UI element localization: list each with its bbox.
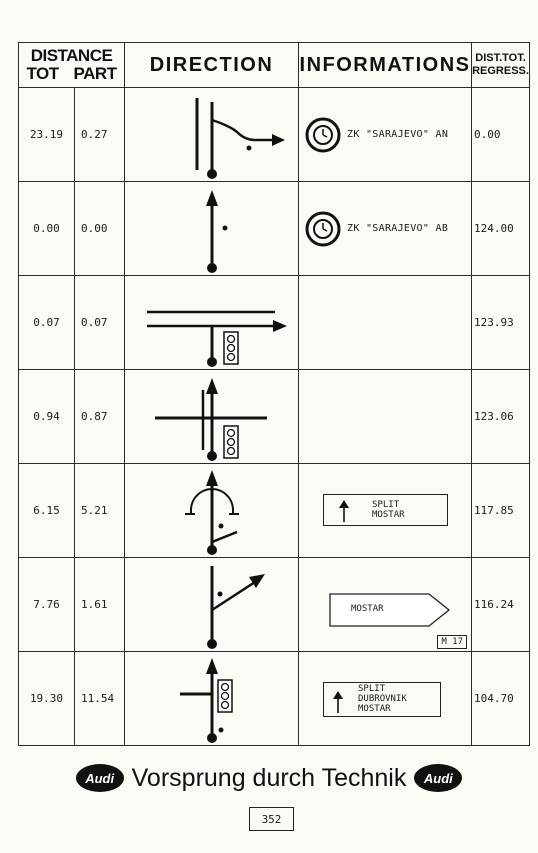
tot-cell: 7.76 — [19, 558, 75, 652]
table-row — [19, 182, 530, 276]
road-sign — [323, 682, 441, 717]
table-row — [19, 558, 530, 652]
table-row — [19, 464, 530, 558]
table-row — [19, 652, 530, 746]
direction-cell — [125, 558, 299, 652]
time-control — [299, 211, 471, 247]
direction-header: DIRECTION — [125, 43, 299, 88]
sign-destination: DUBROVNIK — [358, 694, 407, 704]
tot-label: TOT — [26, 64, 59, 83]
informations-header: INFORMATIONS — [299, 43, 472, 88]
bear-right-diagram — [125, 558, 299, 651]
straight-past-left-junction-diagram — [125, 652, 299, 745]
part-cell: 5.21 — [75, 464, 125, 558]
regress-label-2: REGRESS. — [472, 65, 529, 77]
part-cell: 1.61 — [75, 558, 125, 652]
regress-cell: 123.06 — [472, 370, 530, 464]
audi-logo-left: Audi — [76, 764, 124, 792]
direction-cell — [125, 276, 299, 370]
table-row — [19, 276, 530, 370]
brand-footer — [0, 758, 538, 798]
header-row — [19, 43, 530, 88]
page-number: 352 — [249, 807, 294, 831]
tot-cell: 19.30 — [19, 652, 75, 746]
info-cell — [299, 464, 472, 558]
sign-destination: MOSTAR — [358, 704, 391, 714]
traffic-light-icon — [224, 332, 238, 364]
road-sign — [323, 494, 448, 526]
fork-right-diagram — [125, 88, 299, 181]
info-cell — [299, 276, 472, 370]
tot-cell: 23.19 — [19, 88, 75, 182]
part-cell: 0.87 — [75, 370, 125, 464]
info-cell — [299, 370, 472, 464]
table-row — [19, 370, 530, 464]
part-label: PART — [73, 64, 117, 83]
regress-header — [472, 43, 530, 88]
regress-cell: 104.70 — [472, 652, 530, 746]
clock-control-icon — [305, 117, 341, 153]
part-cell: 0.00 — [75, 182, 125, 276]
direction-cell — [125, 370, 299, 464]
traffic-light-icon — [218, 680, 232, 712]
straight-arrow-diagram — [125, 182, 299, 275]
up-arrow-icon — [338, 500, 350, 522]
direction-cell — [125, 652, 299, 746]
sign-destination: MOSTAR — [351, 604, 384, 614]
regress-cell: 124.00 — [472, 182, 530, 276]
roadbook-table — [18, 42, 530, 746]
regress-label-1: DIST.TOT. — [475, 52, 526, 64]
direction-cell — [125, 88, 299, 182]
distance-header — [19, 43, 125, 88]
info-cell — [299, 182, 472, 276]
direction-sign-shape — [329, 593, 451, 627]
roundabout-straight-diagram — [125, 464, 299, 557]
time-control — [299, 117, 471, 153]
distance-label: DISTANCE — [30, 46, 113, 65]
slogan-text: Vorsprung durch Technik — [131, 763, 407, 792]
road-number-tag: M 17 — [437, 635, 467, 649]
regress-cell: 0.00 — [472, 88, 530, 182]
part-cell: 0.27 — [75, 88, 125, 182]
sign-destination: SPLIT — [372, 500, 400, 510]
regress-cell: 117.85 — [472, 464, 530, 558]
tot-cell: 6.15 — [19, 464, 75, 558]
cross-road-right-diagram — [125, 276, 299, 369]
tot-cell: 0.94 — [19, 370, 75, 464]
audi-logo-right: Audi — [414, 764, 462, 792]
direction-cell — [125, 182, 299, 276]
clock-control-icon — [305, 211, 341, 247]
traffic-light-icon — [224, 426, 238, 458]
regress-cell: 123.93 — [472, 276, 530, 370]
sign-destination: MOSTAR — [372, 510, 405, 520]
table-row — [19, 88, 530, 182]
tot-cell: 0.07 — [19, 276, 75, 370]
tot-cell: 0.00 — [19, 182, 75, 276]
part-cell: 0.07 — [75, 276, 125, 370]
part-cell: 11.54 — [75, 652, 125, 746]
info-cell — [299, 558, 472, 652]
up-arrow-icon — [332, 691, 344, 713]
regress-cell: 116.24 — [472, 558, 530, 652]
info-cell — [299, 652, 472, 746]
info-cell — [299, 88, 472, 182]
sign-destination: SPLIT — [358, 684, 386, 694]
control-label: ZK "SARAJEVO" AN — [347, 129, 449, 140]
crossroads-straight-diagram — [125, 370, 299, 463]
control-label: ZK "SARAJEVO" AB — [347, 223, 449, 234]
direction-cell — [125, 464, 299, 558]
